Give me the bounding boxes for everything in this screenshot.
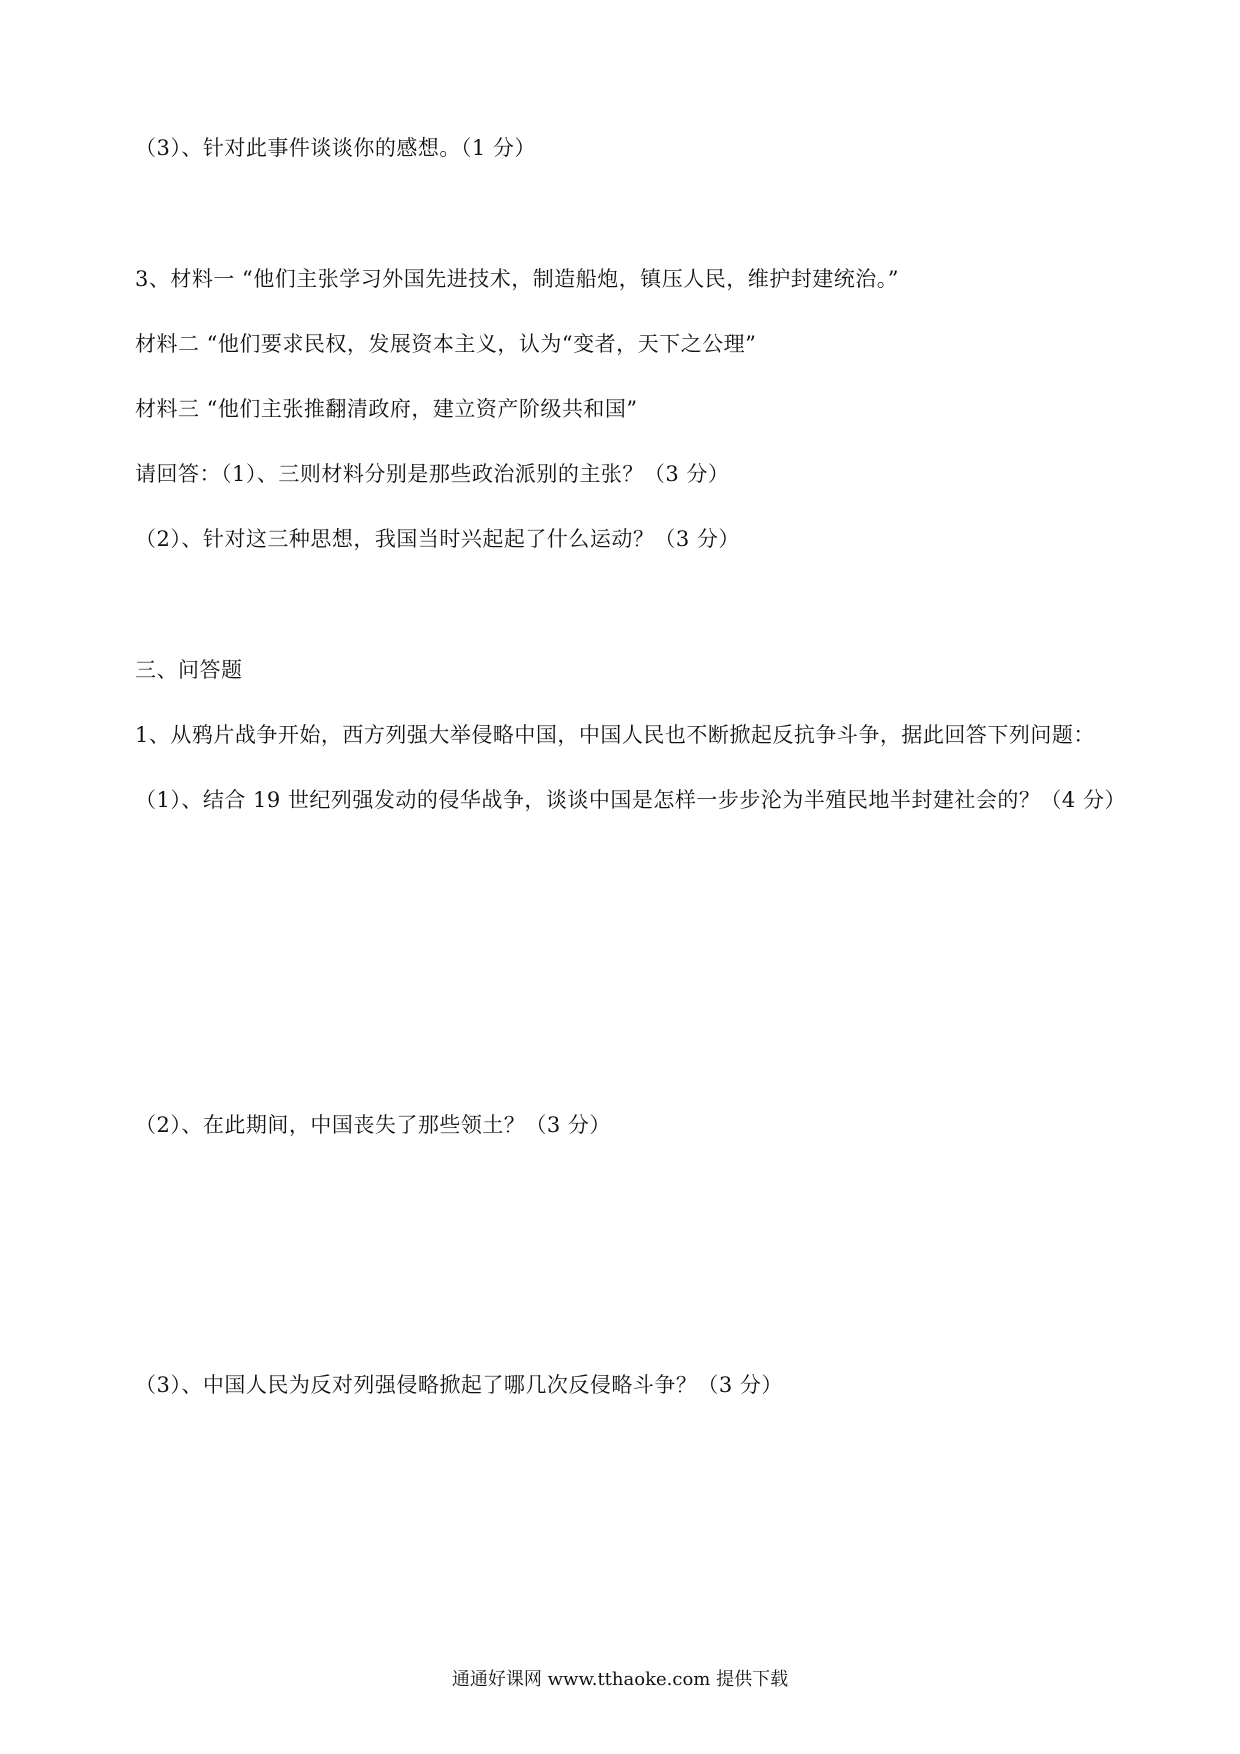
- essay-question-1-sub-3: （3）、中国人民为反对列强侵略掀起了哪几次反侵略斗争？（3 分）: [135, 1373, 783, 1397]
- question-3-material-2: 材料二 “他们要求民权，发展资本主义，认为“变者，天下之公理”: [135, 332, 757, 356]
- question-3-sub-3: （3）、针对此事件谈谈你的感想。（1 分）: [135, 136, 536, 160]
- page-footer: 通通好课网 www.tthaoke.com 提供下载: [451, 1669, 789, 1690]
- question-3-answer-2: （2）、针对这三种思想，我国当时兴起起了什么运动？（3 分）: [135, 527, 740, 551]
- essay-question-1-sub-2: （2）、在此期间，中国丧失了那些领土？（3 分）: [135, 1113, 611, 1137]
- essay-question-1-sub-1: （1）、结合 19 世纪列强发动的侵华战争，谈谈中国是怎样一步步沦为半殖民地半封建社会的？（4 分）: [135, 788, 1126, 812]
- question-3-answer-1: 请回答：（1）、三则材料分别是那些政治派别的主张？（3 分）: [135, 462, 730, 486]
- question-3-material-1: 3、材料一 “他们主张学习外国先进技术，制造船炮，镇压人民，维护封建统治。”: [135, 267, 900, 291]
- section-heading: 三、问答题: [135, 658, 243, 682]
- essay-question-1: 1、从鸦片战争开始，西方列强大举侵略中国，中国人民也不断掀起反抗争斗争，据此回答下列问题：: [135, 723, 1095, 747]
- question-3-material-3: 材料三 “他们主张推翻清政府，建立资产阶级共和国”: [135, 397, 638, 421]
